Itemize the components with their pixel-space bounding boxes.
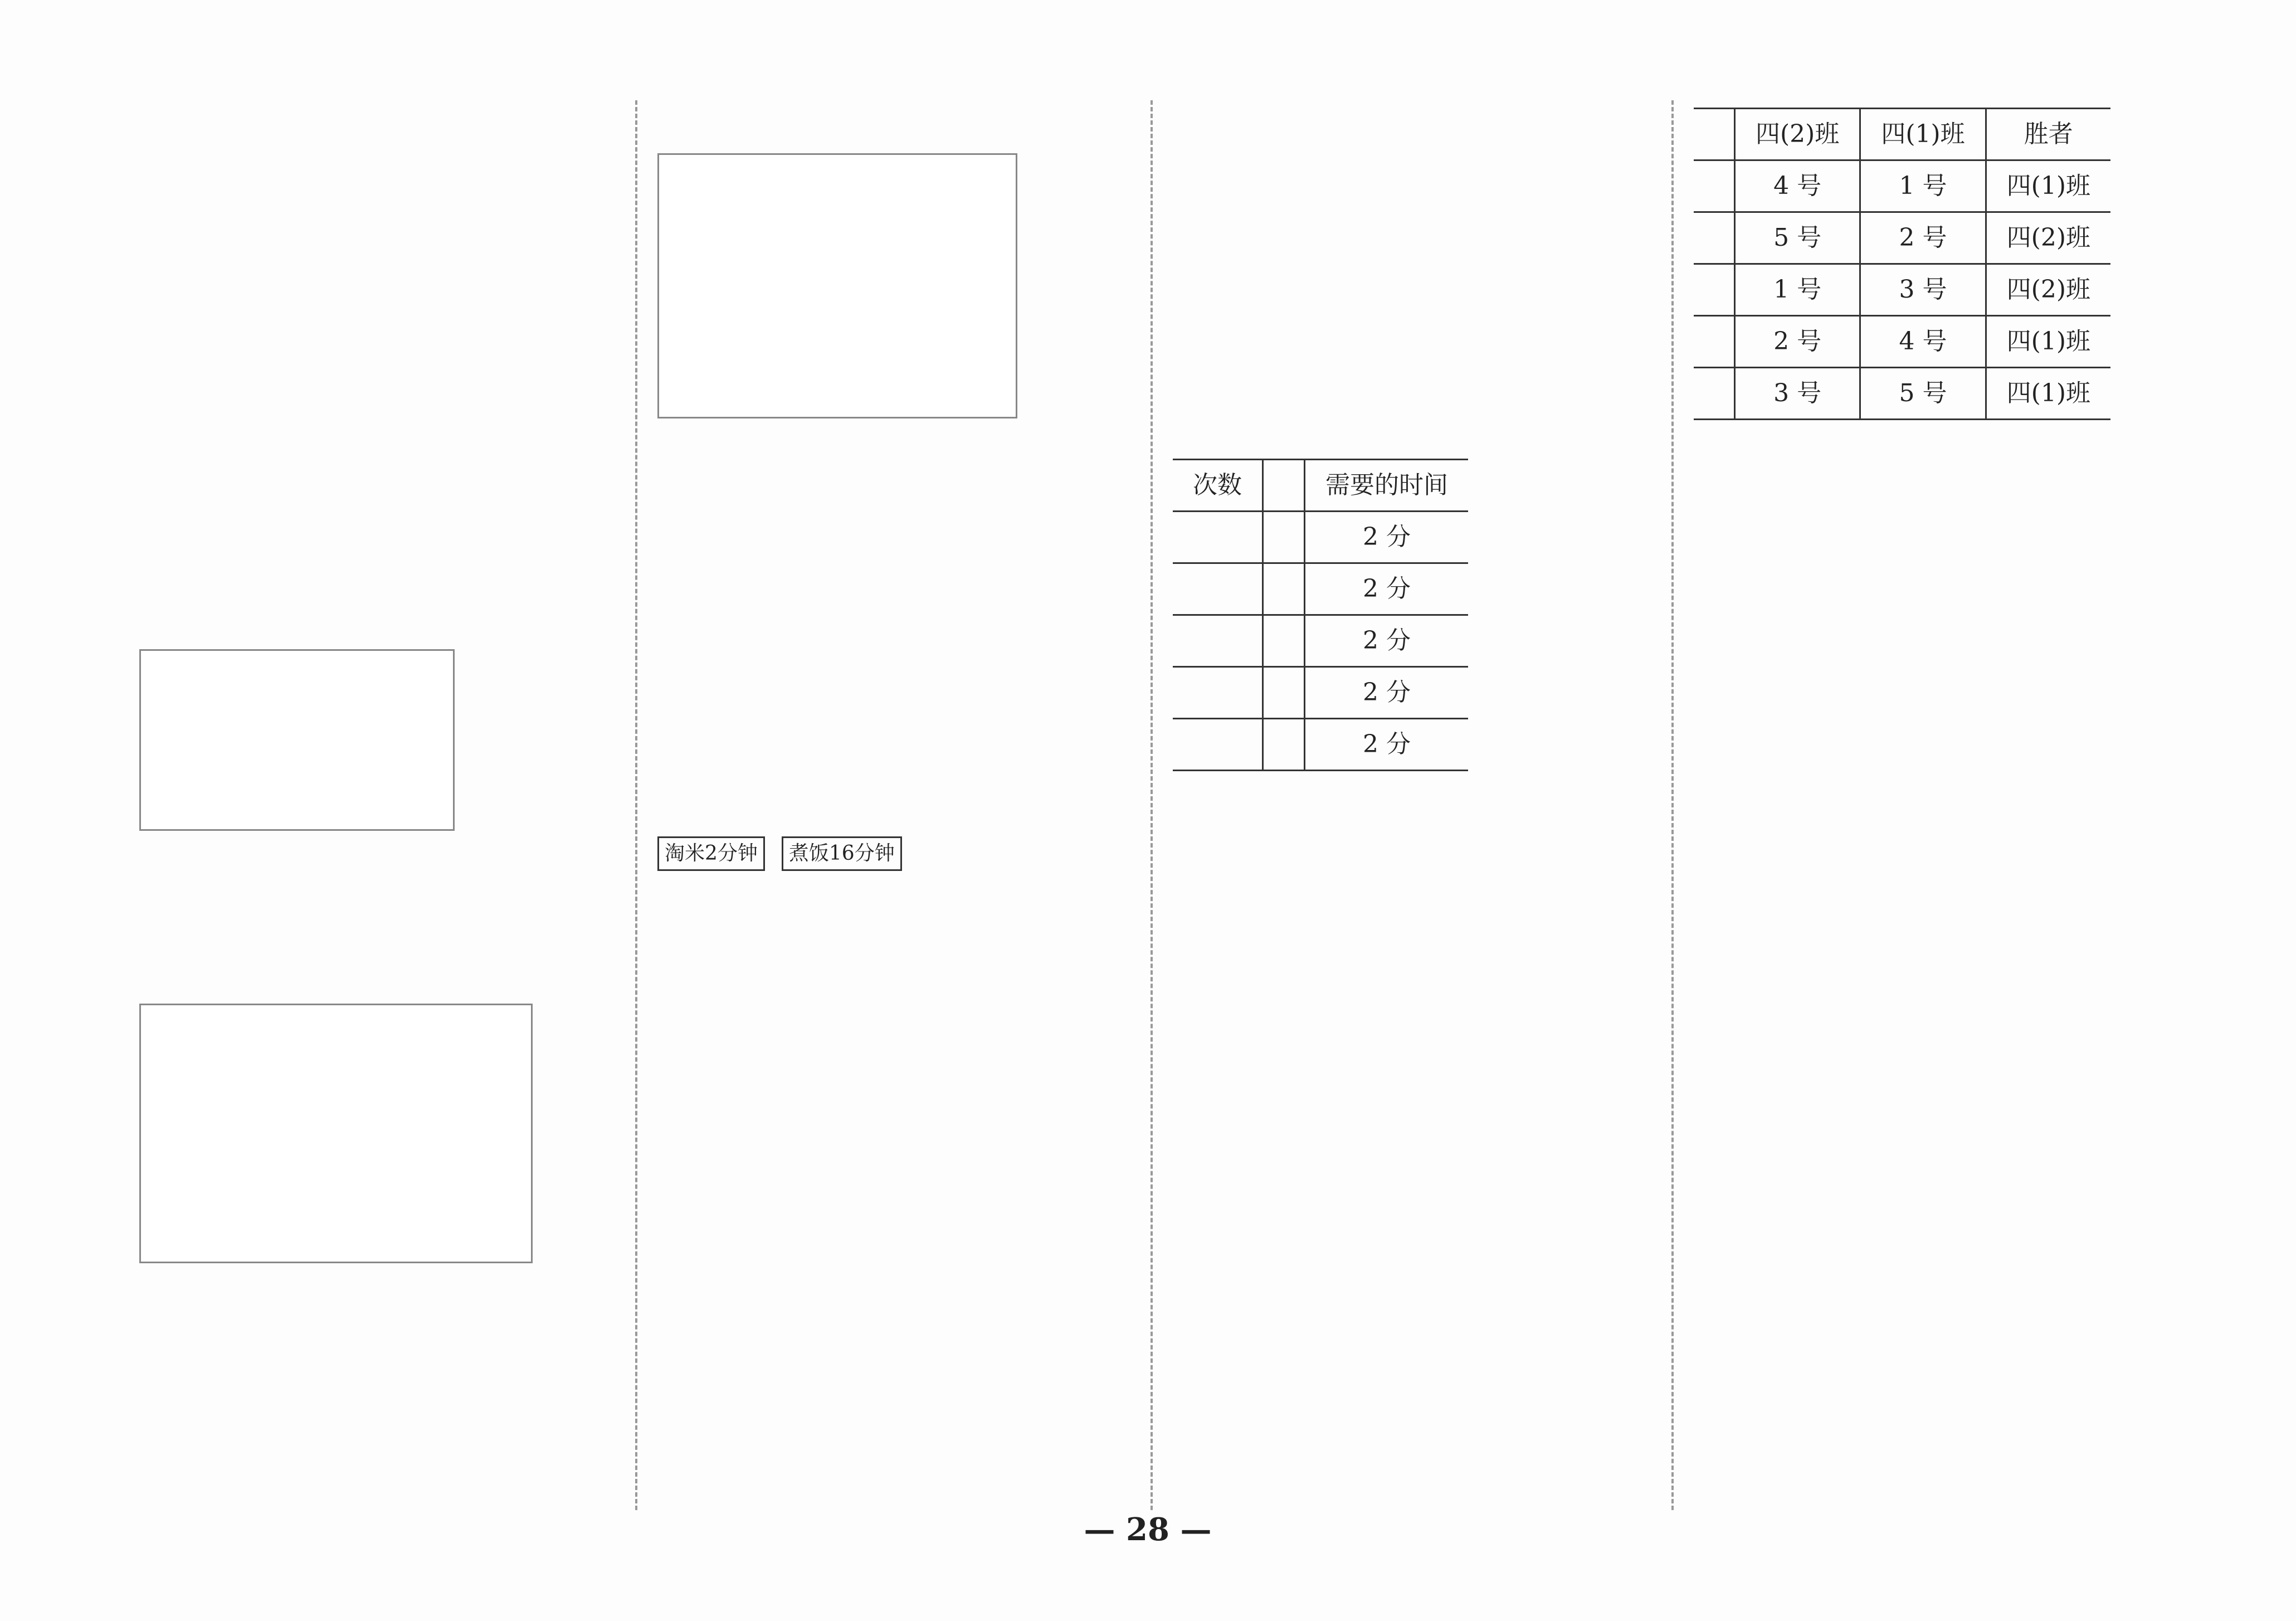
table-cell (1263, 512, 1305, 563)
table-header (1694, 109, 2110, 160)
table-cell: 4 号 (1735, 160, 1860, 212)
table-cell: 2 号 (1860, 212, 1986, 264)
table-cell: 4 号 (1860, 316, 1986, 368)
table-cell (1694, 212, 1735, 264)
table-row (1694, 212, 2110, 264)
table-cell (1263, 615, 1305, 667)
table-cell (1694, 368, 1735, 420)
table-cell (1173, 563, 1263, 615)
table-cell: 2 号 (1735, 316, 1860, 368)
race-table (1694, 108, 2110, 420)
table-row (1173, 615, 1468, 667)
table-cell: 2 分 (1305, 512, 1469, 563)
table-row (1173, 719, 1468, 771)
column-1 (139, 103, 630, 1507)
table-cell: 2 分 (1305, 719, 1469, 771)
table-cell: 3 号 (1735, 368, 1860, 420)
table-cell (1173, 512, 1263, 563)
table-cell (1173, 719, 1263, 771)
column-divider (1151, 100, 1153, 1510)
table-cell: 2 分 (1305, 563, 1469, 615)
tea-flowchart (657, 836, 1148, 871)
table-cell: 四(2)班 (1986, 212, 2110, 264)
table-row (1694, 264, 2110, 316)
header-cell (1694, 109, 1735, 160)
table-row (1173, 512, 1468, 563)
table-cell (1173, 615, 1263, 667)
table-row (1173, 563, 1468, 615)
column-divider (1671, 100, 1674, 1510)
table-cell: 四(1)班 (1986, 368, 2110, 420)
table-cell (1694, 160, 1735, 212)
flow-step: 煮饭16分钟 (782, 836, 902, 871)
table-cell: 四(1)班 (1986, 160, 2110, 212)
table-cell (1694, 316, 1735, 368)
table-cell: 四(2)班 (1986, 264, 2110, 316)
column-3 (1173, 103, 1663, 1507)
table-row (1173, 667, 1468, 719)
header-cell: 胜者 (1986, 109, 2110, 160)
egg-table (1173, 459, 1468, 771)
table-header (1173, 460, 1468, 512)
table-cell: 1 号 (1735, 264, 1860, 316)
bar-chart-weights (139, 1004, 533, 1263)
table-cell (1263, 719, 1305, 771)
table-cell (1173, 667, 1263, 719)
table-cell: 2 分 (1305, 615, 1469, 667)
table-cell (1263, 667, 1305, 719)
page-number: — 28 — (1084, 1511, 1212, 1548)
table-cell (1263, 563, 1305, 615)
table-cell: 2 分 (1305, 667, 1469, 719)
flow-step: 淘米2分钟 (657, 836, 765, 871)
column-divider (635, 100, 637, 1510)
table-row (1694, 368, 2110, 420)
table-row (1694, 316, 2110, 368)
table-cell (1694, 264, 1735, 316)
bar-chart-vegetables (139, 649, 455, 831)
header-cell (1263, 460, 1305, 512)
column-4 (1694, 103, 2184, 1507)
column-2 (657, 103, 1148, 1507)
table-cell: 1 号 (1860, 160, 1986, 212)
table-cell: 3 号 (1860, 264, 1986, 316)
header-cell: 四(1)班 (1860, 109, 1986, 160)
header-cell: 需要的时间 (1305, 460, 1469, 512)
header-cell: 四(2)班 (1735, 109, 1860, 160)
table-cell: 四(1)班 (1986, 316, 2110, 368)
table-cell: 5 号 (1735, 212, 1860, 264)
table-cell: 5 号 (1860, 368, 1986, 420)
header-cell: 次数 (1173, 460, 1263, 512)
bar-chart-class-weights (657, 153, 1017, 418)
table-row (1694, 160, 2110, 212)
